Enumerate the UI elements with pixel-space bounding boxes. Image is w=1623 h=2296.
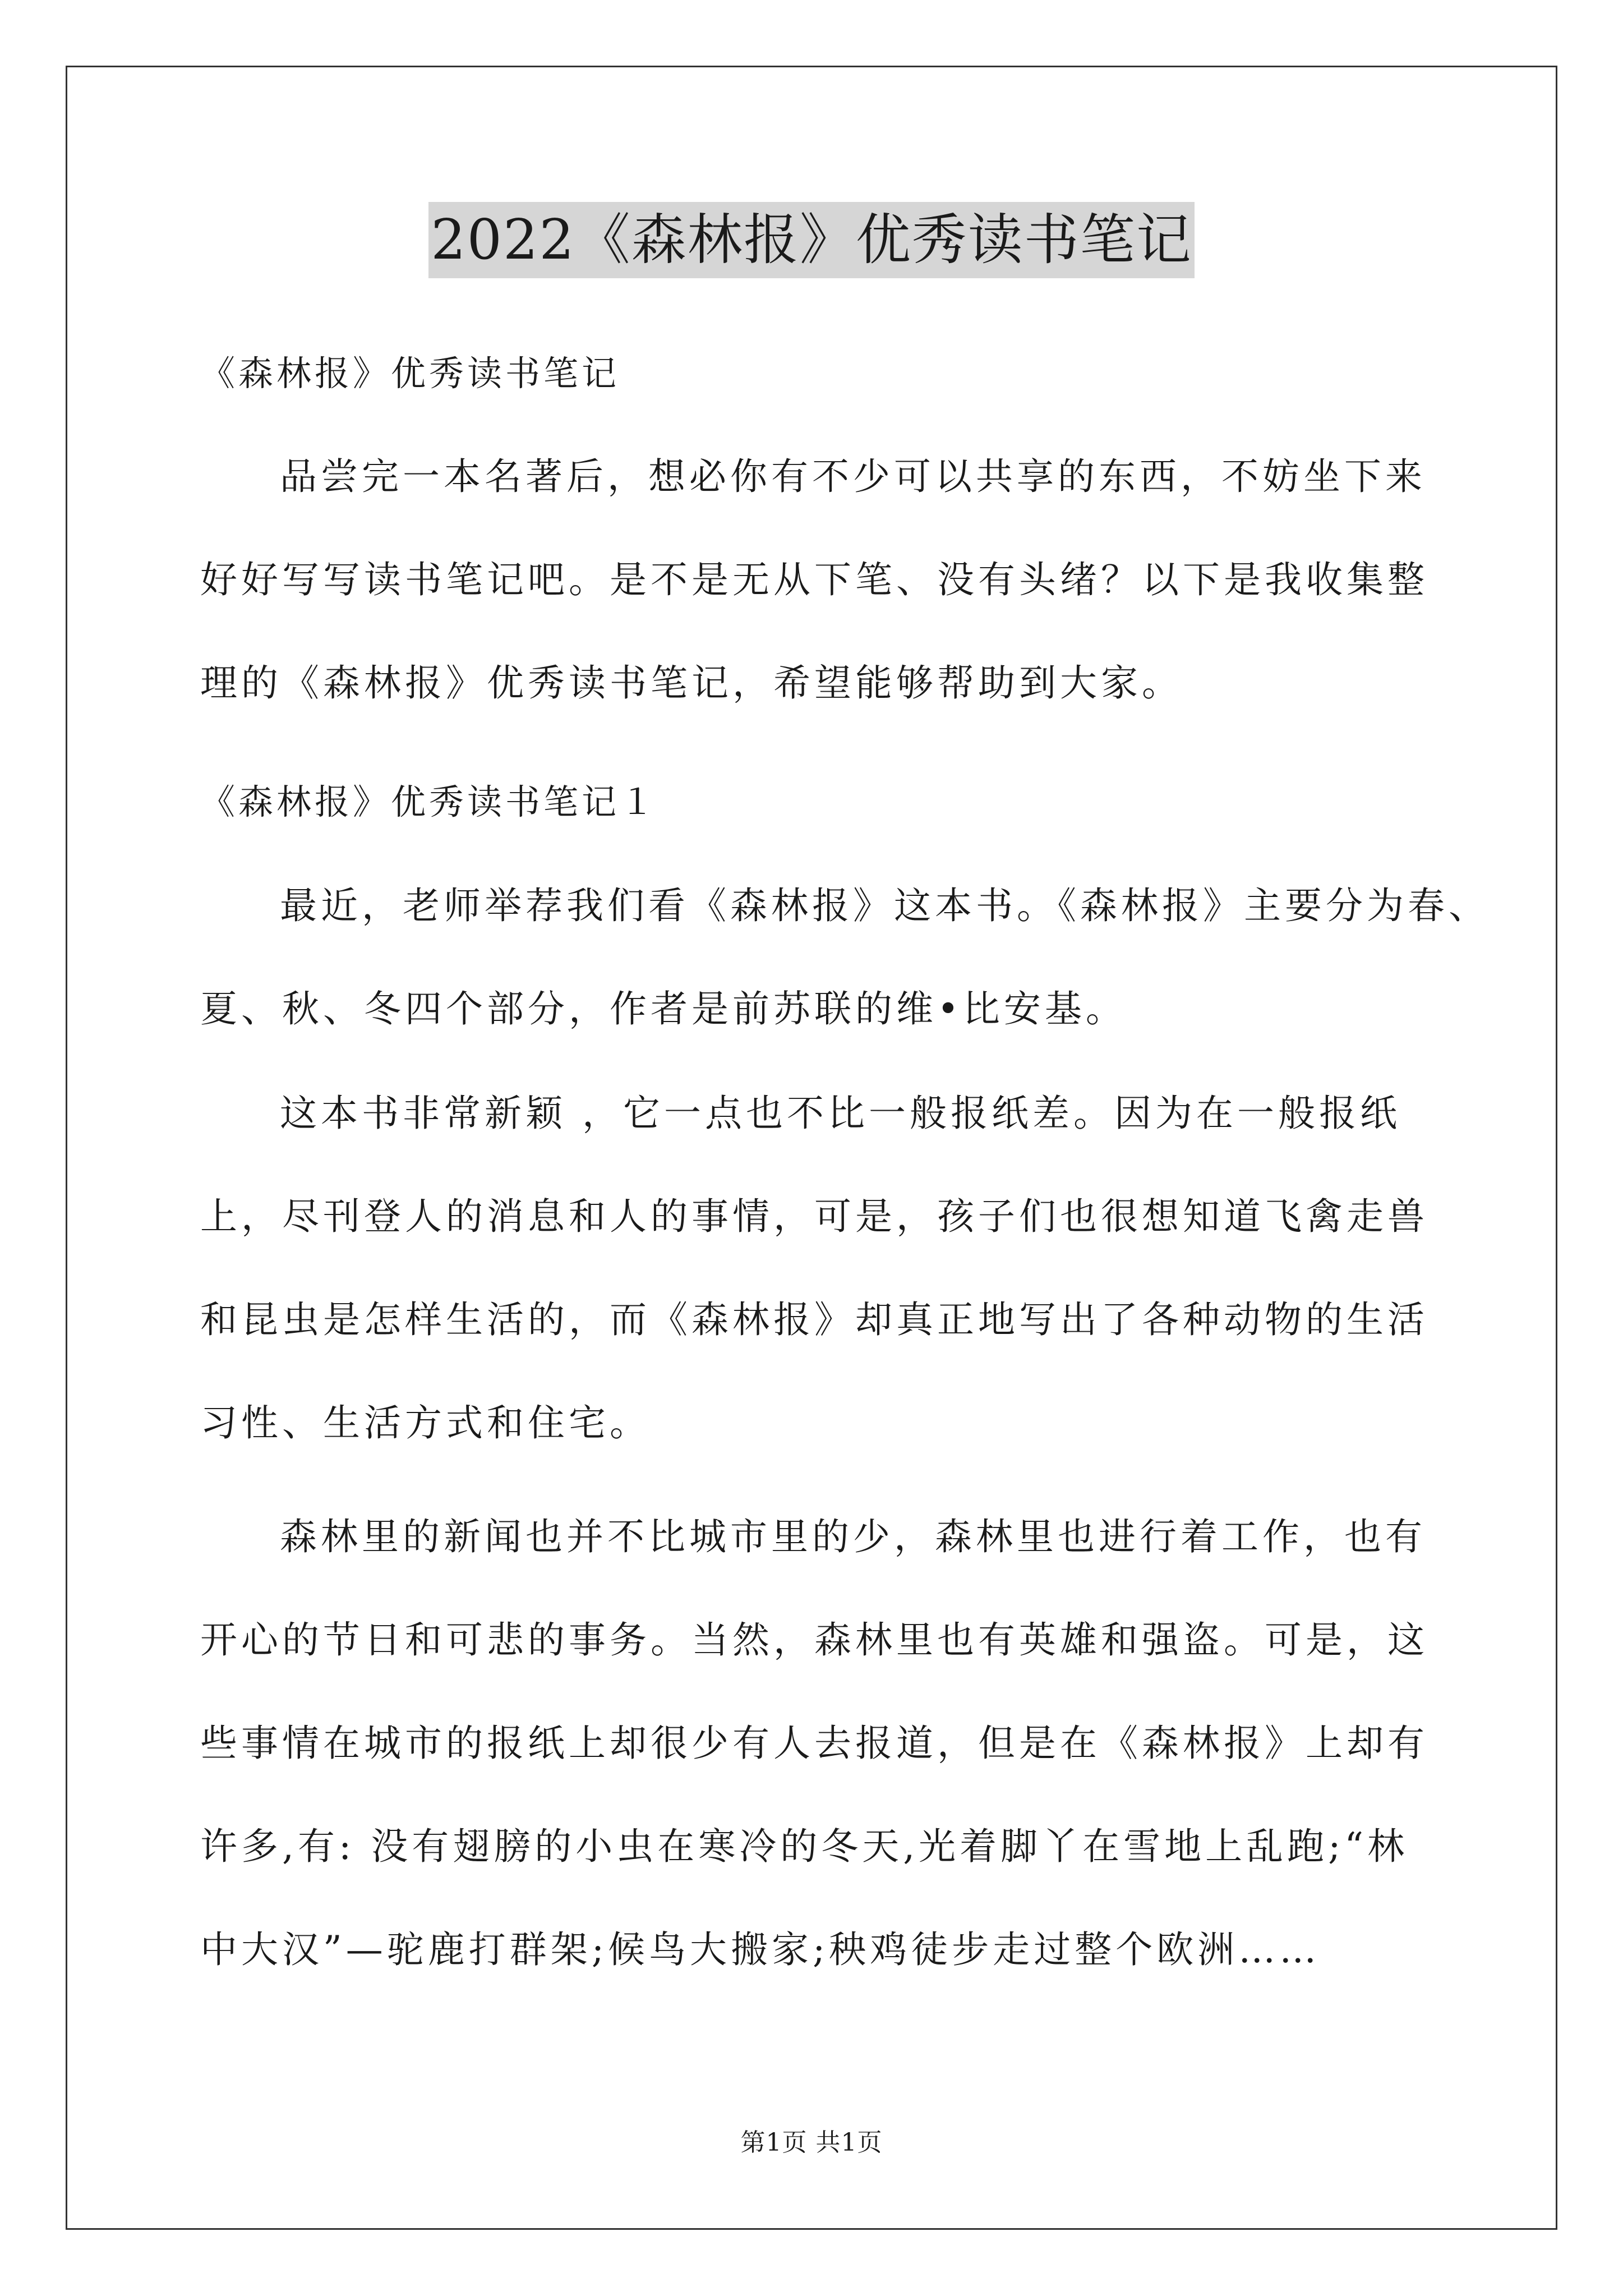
intro-paragraph: [200, 449, 1434, 711]
paragraph-3: [200, 1509, 1434, 1978]
paragraph-line: 森林里的新闻也并不比城市里的少，森林里也进行着工作，也有: [280, 1515, 1426, 1558]
intro-heading: 《森林报》优秀读书笔记: [200, 353, 620, 394]
page-footer: 第1页 共1页: [740, 2128, 883, 2157]
paragraph-1: [200, 878, 1490, 1037]
document-title: 2022《森林报》优秀读书笔记: [428, 202, 1194, 278]
paragraph-line: 些事情在城市的报纸上却很少有人去报道，但是在《森林报》上却有: [200, 1722, 1428, 1765]
paragraph-line: 好好写写读书笔记吧。是不是无从下笔、没有头绪？以下是我收集整: [200, 558, 1428, 601]
paragraph-line: 品尝完一本名著后，想必你有不少可以共享的东西，不妨坐下来: [280, 455, 1426, 498]
paragraph-line: 这本书非常新颖 ，它一点也不比一般报纸差。因为在一般报纸: [280, 1092, 1401, 1135]
title-container: [0, 202, 1623, 278]
section-heading-block: [200, 774, 1434, 830]
paragraph-line: 夏、秋、冬四个部分，作者是前苏联的维•比安基。: [200, 987, 1127, 1030]
paragraph-line: 开心的节日和可悲的事务。当然，森林里也有英雄和强盗。可是，这: [200, 1618, 1428, 1662]
paragraph-line: 最近，老师举荐我们看《森林报》这本书。《森林报》主要分为春、: [280, 884, 1490, 927]
paragraph-line: 习性、生活方式和住宅。: [200, 1401, 651, 1444]
paragraph-line: 中大汉”—驼鹿打群架;候鸟大搬家;秧鸡徒步走过整个欧洲……: [200, 1928, 1321, 1971]
paragraph-line: 许多,有: 没有翅膀的小虫在寒冷的冬天,光着脚丫在雪地上乱跑;“林: [200, 1825, 1409, 1868]
paragraph-line: 理的《森林报》优秀读书笔记，希望能够帮助到大家。: [200, 661, 1183, 705]
intro-heading-block: [200, 346, 1434, 402]
paragraph-line: 上，尽刊登人的消息和人的事情，可是，孩子们也很想知道飞禽走兽: [200, 1195, 1428, 1238]
paragraph-2: [200, 1085, 1434, 1451]
section-heading: 《森林报》优秀读书笔记１: [200, 781, 658, 822]
paragraph-line: 和昆虫是怎样生活的，而《森林报》却真正地写出了各种动物的生活: [200, 1298, 1428, 1341]
